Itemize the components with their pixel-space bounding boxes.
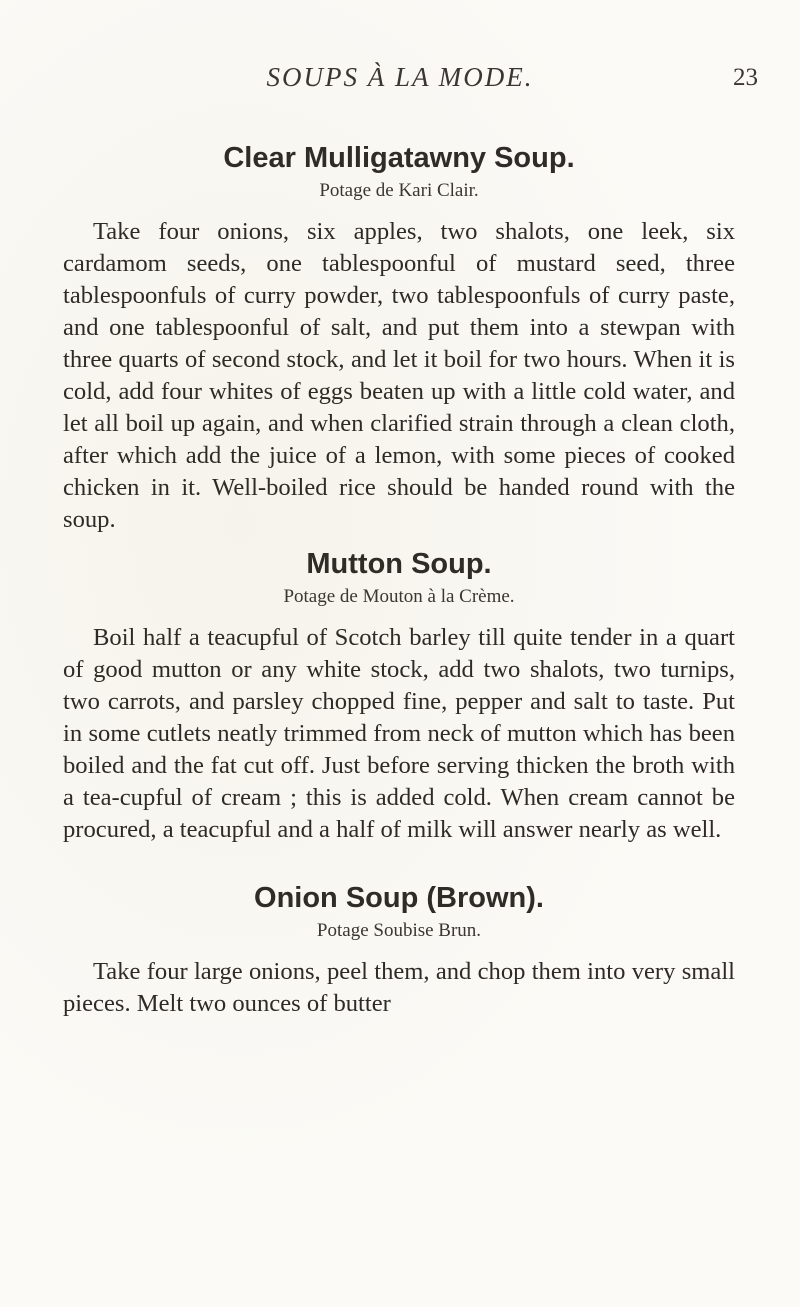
running-head [0,62,800,102]
recipe-title: Clear Mulligatawny Soup. [223,142,575,174]
recipe-body: Take four onions, six apples, two shalots, one leek, six cardamom seeds, one tablespoonful of mustard seed, three tablespoonfuls of curry powder, two tablespoonfuls of curry paste, and one tablespoonful of salt, and put them into a stewpan with three quarts of second stock, and let it boil for two hours. When it is cold, add four whites of eggs beaten up with a little cold water, and let all boil up again, and when clarified strain through a clean cloth, after which add the juice of a lemon, with some pieces of cooked chicken in it. Well-boiled rice should be handed round with the soup. [63,218,735,533]
recipe-body: Take four large onions, peel them, and chop them into very small pieces. Melt two ounces of butter [63,958,735,1017]
recipe-onion-soup-brown [63,880,735,1020]
recipe-clear-mulligatawny [63,140,735,536]
recipe-subtitle: Potage Soubise Brun. [316,920,482,941]
recipe-mutton-soup [63,546,735,846]
recipe-title: Onion Soup (Brown). [254,882,544,914]
recipe-subtitle: Potage de Kari Clair. [319,180,479,201]
recipe-body: Boil half a teacupful of Scotch barley till quite tender in a quart of good mutton or any white stock, add two shalots, two turnips, two carrots, and parsley chopped fine, pepper and salt to taste. Put in some cutlets neatly trimmed from neck of mutton which has been boiled and the fat cut off. Just before serving thicken the broth with a tea-cupful of cream ; this is added cold. When cream cannot be procured, a teacupful and a half of milk will answer nearly as well. [63,624,735,843]
recipe-title: Mutton Soup. [306,548,492,580]
page-content [63,140,735,1020]
recipe-subtitle: Potage de Mouton à la Crème. [283,586,515,607]
page-number: 23 [733,64,758,91]
running-title: SOUPS À LA MODE. [266,62,534,92]
